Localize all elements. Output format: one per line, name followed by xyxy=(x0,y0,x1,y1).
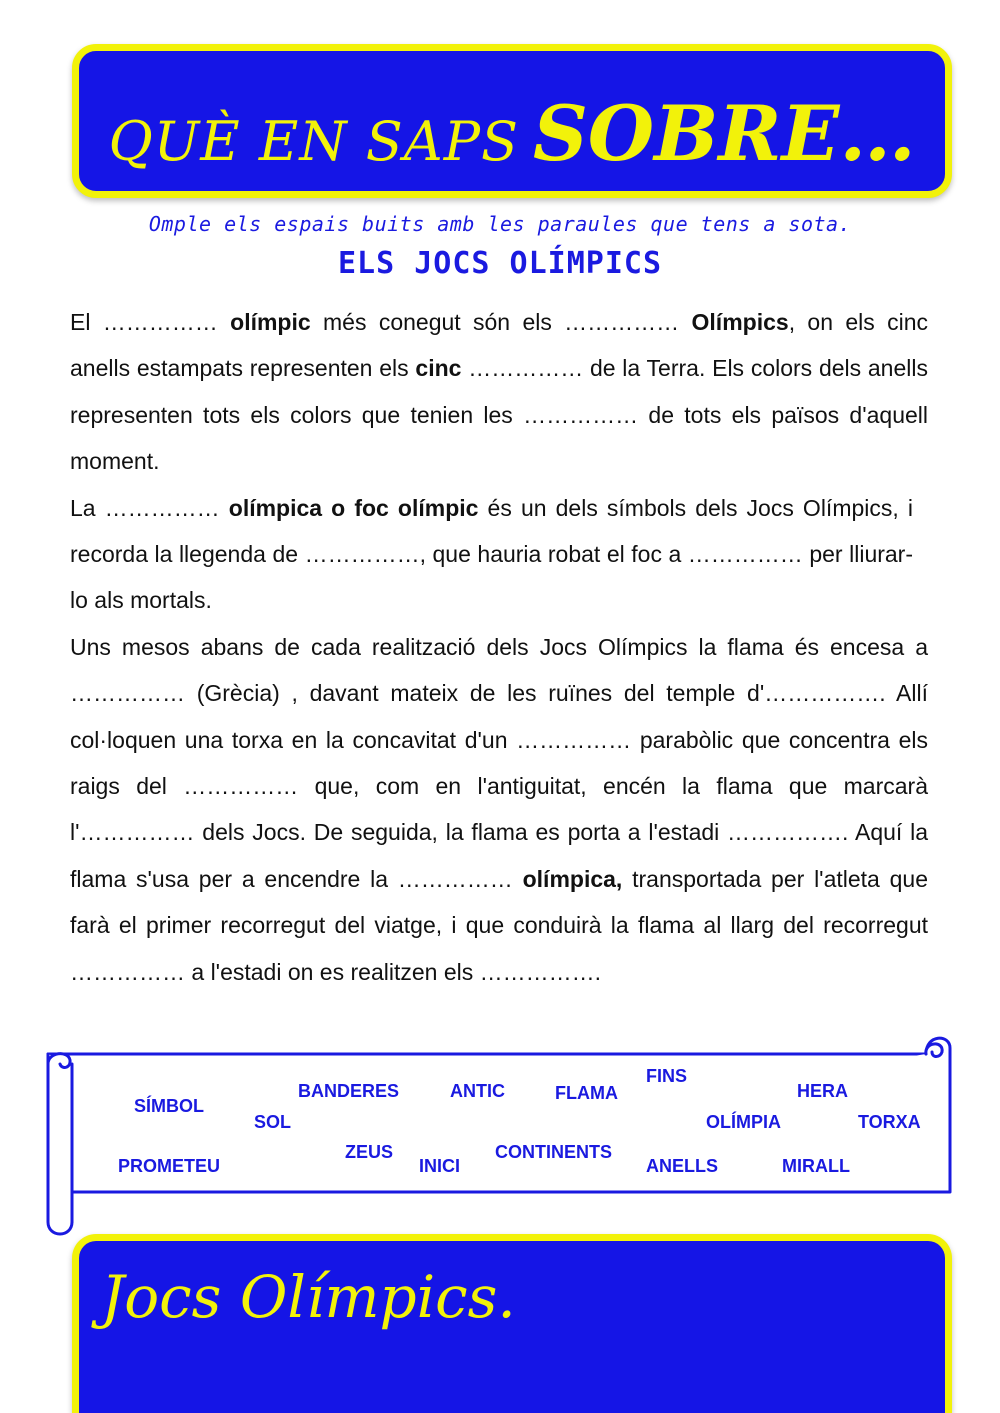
title-part-2: SOBRE… xyxy=(533,89,916,178)
paragraph-2 xyxy=(70,485,913,624)
text-run: El …………… xyxy=(70,309,231,335)
word-bank-item: INICI xyxy=(419,1156,461,1176)
text-run: La …………… xyxy=(70,494,229,521)
text-run: més conegut són els …………… xyxy=(310,309,692,335)
bold-run: cinc xyxy=(415,355,462,382)
instruction-text: Omple els espais buits amb les paraules que tens a sota. xyxy=(148,212,852,236)
text-run: , on els cinc anells estampats representen els xyxy=(70,309,929,382)
page-title xyxy=(79,89,945,178)
text-run: Uns mesos abans de cada realització dels Jocs Olímpics la flama és encesa a …………… (Grècia) , davant mateix de les ruïnes del temple d'……………. Allí col·loquen una torxa en la concavitat d'un …………… parabòlic que concentra els raigs del …………… que, com en l'antiguitat, encén la flama que marcarà l'…………… dels Jocs. De seguida, la flama es porta a l'estadi ……………. Aquí la flama s'usa per a encendre la …………… xyxy=(70,633,928,892)
paragraph-1 xyxy=(70,299,928,485)
bold-run: Olímpics xyxy=(691,309,789,335)
word-bank-item: MIRALL xyxy=(782,1156,850,1176)
bold-run: olímpica o foc olímpic xyxy=(228,494,479,521)
word-bank-item: SÍMBOL xyxy=(134,1096,204,1116)
word-bank-item: ZEUS xyxy=(345,1142,394,1162)
section-subtitle: ELS JOCS OLÍMPICS xyxy=(337,246,663,281)
text-run: …………… de la Terra. Els colors dels anells representen tots els colors que tenien les …………… de tots els països d'aquell moment. xyxy=(70,355,928,475)
title-part-1: QUÈ EN SAPS xyxy=(108,110,520,173)
footer-banner xyxy=(72,1234,952,1413)
word-bank-item: TORXA xyxy=(858,1112,921,1132)
bold-run: olímpica, xyxy=(522,865,623,892)
word-bank-item: FLAMA xyxy=(555,1083,618,1103)
word-bank-scroll xyxy=(38,1024,958,1244)
word-bank-item: FINS xyxy=(646,1066,688,1086)
paragraph-3 xyxy=(70,624,928,995)
word-bank-item: BANDERES xyxy=(298,1081,400,1101)
word-bank-item: OLÍMPIA xyxy=(706,1112,781,1132)
scroll-frame xyxy=(38,1024,958,1244)
word-bank-item: ANELLS xyxy=(646,1156,718,1176)
text-run: transportada per l'atleta que farà el primer recorregut del viatge, i que conduirà la flama al llarg del recorregut …………… a l'estadi on es realitzen els ……………. xyxy=(70,865,928,985)
word-bank-item: PROMETEU xyxy=(118,1156,221,1176)
footer-title: Jocs Olímpics. xyxy=(101,1263,516,1331)
text-run: és un dels símbols dels Jocs Olímpics, i recorda la llegenda de ……………, que hauria robat el foc a …………… per lliurar-lo als mortals. xyxy=(70,494,913,614)
header-banner xyxy=(72,44,952,198)
cloze-text xyxy=(70,299,928,995)
word-bank-item: HERA xyxy=(797,1081,849,1101)
word-bank-item: ANTIC xyxy=(450,1081,505,1101)
word-bank-item: SOL xyxy=(254,1112,292,1132)
bold-run: olímpic xyxy=(230,309,311,335)
word-bank-item: CONTINENTS xyxy=(495,1142,612,1162)
